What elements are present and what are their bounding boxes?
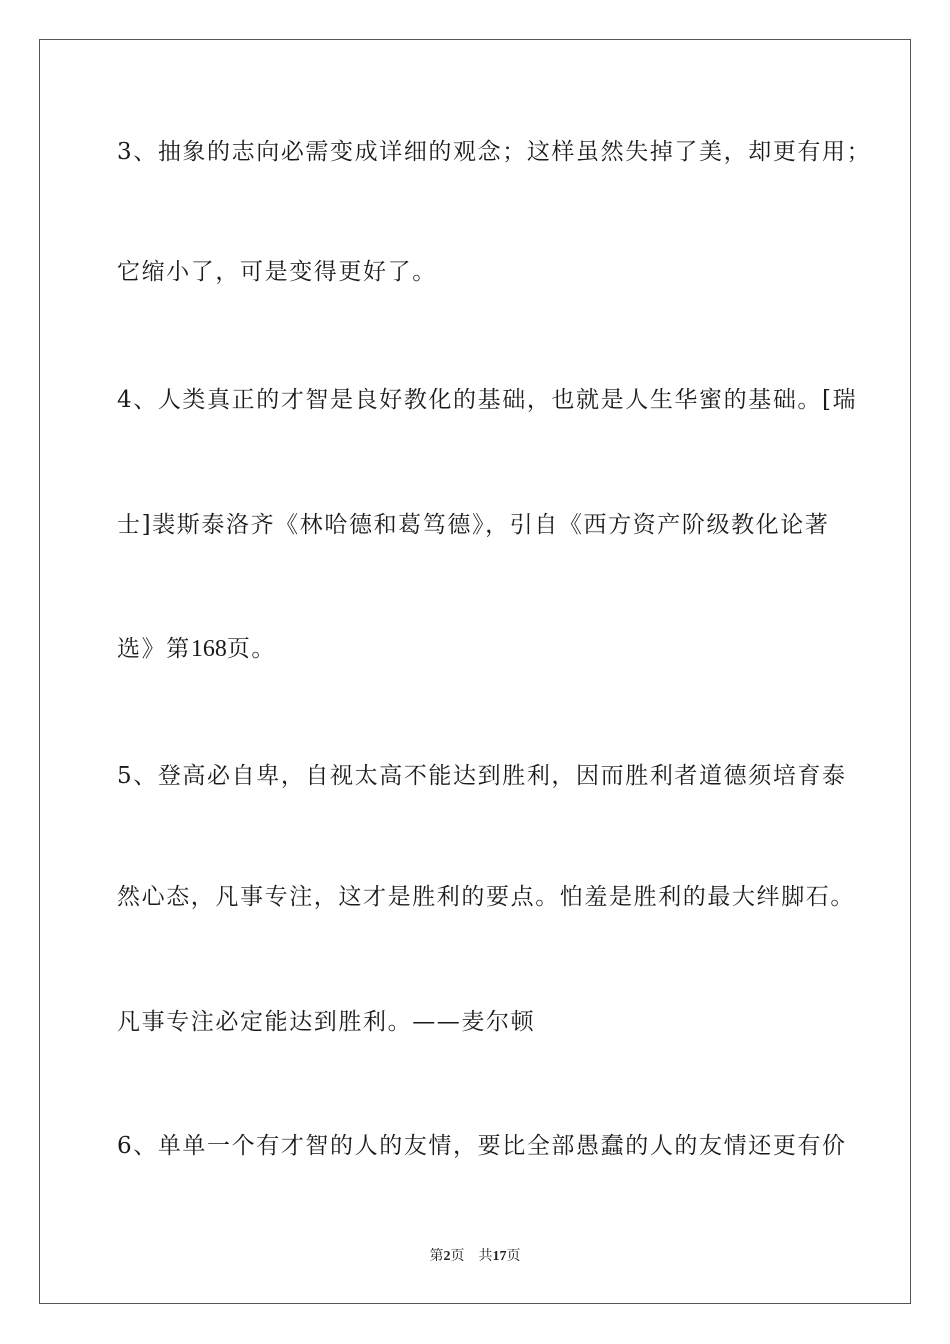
footer-total-pages: 17 — [492, 1249, 507, 1264]
text-line-8: 凡事专注必定能达到胜利。——麦尔顿 — [117, 1009, 536, 1035]
text-line-9: 6、单单一个有才智的人的友情，要比全部愚蠢的人的友情还更有价 — [117, 1133, 847, 1159]
text-line-5-end: 页。 — [226, 636, 277, 662]
text-line-3: 4、人类真正的才智是良好教化的基础，也就是人生华蜜的基础。[瑞 — [117, 387, 858, 413]
page-ref-number: 168 — [190, 636, 227, 662]
text-line-5-start: 选》第 — [117, 636, 191, 662]
text-line-6: 5、登高必自卑，自视太高不能达到胜利，因而胜利者道德须培育泰 — [117, 763, 847, 789]
footer-page-suffix: 页 — [450, 1249, 465, 1264]
footer-total-suffix: 页 — [506, 1249, 521, 1264]
footer-page-number: 2 — [443, 1249, 451, 1264]
footer-total-prefix: 共 — [478, 1249, 493, 1264]
page-frame — [39, 39, 911, 1304]
text-line-5 — [117, 634, 276, 664]
text-line-4: 士]裴斯泰洛齐《林哈德和葛笃德》，引自《西方资产阶级教化论著 — [117, 512, 830, 538]
page-footer — [0, 1245, 950, 1265]
footer-prefix: 第 — [429, 1249, 444, 1264]
text-line-1: 3、抽象的志向必需变成详细的观念；这样虽然失掉了美，却更有用； — [117, 139, 872, 165]
text-line-7: 然心态，凡事专注，这才是胜利的要点。怕羞是胜利的最大绊脚石。 — [117, 884, 855, 910]
text-line-2: 它缩小了，可是变得更好了。 — [117, 259, 437, 285]
